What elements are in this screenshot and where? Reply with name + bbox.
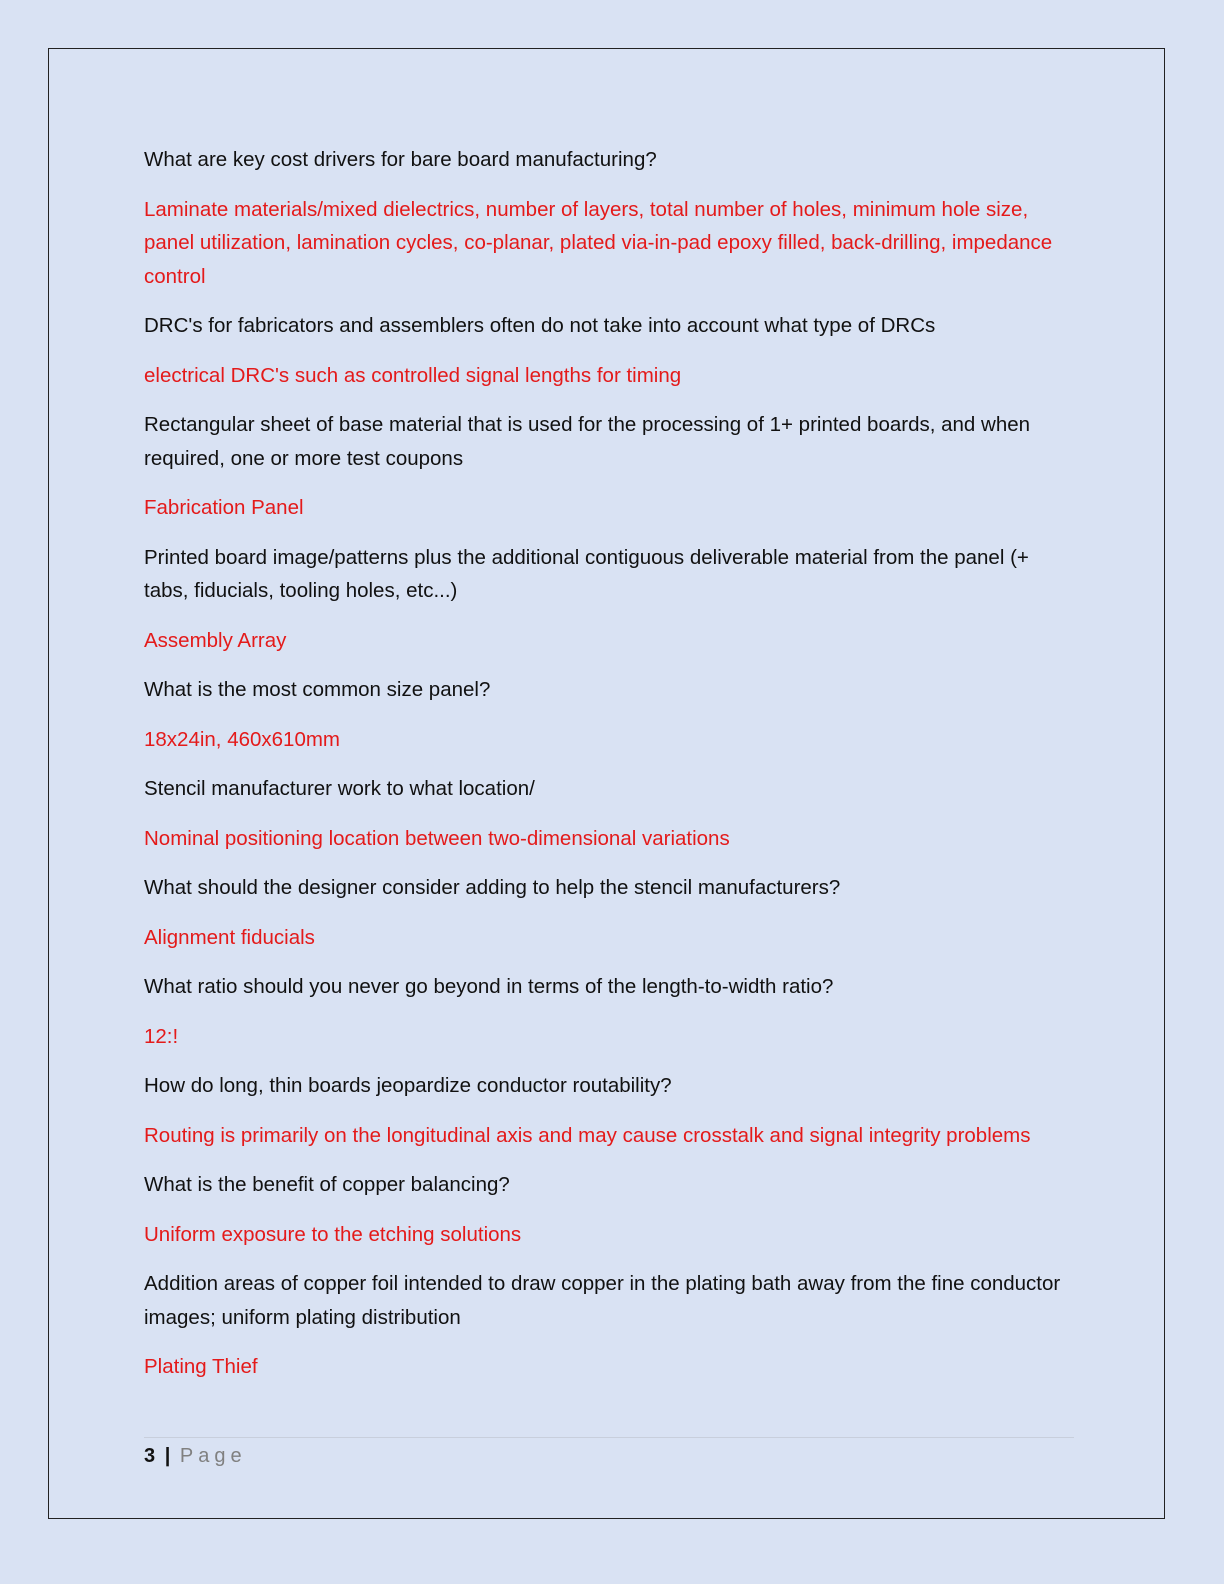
paragraph-question: What ratio should you never go beyond in terms of the length-to-width ratio? [144,975,834,998]
paragraph-question: Printed board image/patterns plus the additional contiguous deliverable material from the panel (+ tabs, fiducials, tooling holes, etc...) [144,545,1029,602]
paragraph-question: DRC's for fabricators and assemblers often do not take into account what type of DRCs [144,314,936,337]
page-label: Page [179,1445,247,1467]
paragraph-answer: Fabrication Panel [144,496,304,519]
paragraph-answer: Plating Thief [144,1355,258,1378]
paragraph-question: How do long, thin boards jeopardize conductor routability? [144,1074,672,1097]
paragraph-answer: Uniform exposure to the etching solutions [144,1222,522,1246]
paragraph-question: What is the most common size panel? [144,678,491,701]
paragraph-answer: 18x24in, 460x610mm [144,727,341,751]
page-number: 3 [144,1445,156,1467]
paragraph-answer: Nominal positioning location between two-dimensional variations [144,826,730,850]
paragraph-question: Stencil manufacturer work to what location/ [144,777,535,800]
footer-separator: | [164,1445,171,1467]
paragraph-question: What is the benefit of copper balancing? [144,1173,510,1196]
paragraph-answer: Alignment fiducials [144,925,315,949]
paragraph-answer: electrical DRC's such as controlled signal lengths for timing [144,363,682,387]
document-body [144,143,1064,1400]
paragraph-question: What should the designer consider adding to help the stencil manufacturers? [144,876,841,899]
paragraph-answer: Laminate materials/mixed dielectrics, number of layers, total number of holes, minimum hole size, panel utilization, lamination cycles, co-planar, plated via-in-pad epoxy filled, back-drilling, impedance control [144,197,1053,288]
paragraph-answer: Assembly Array [144,628,287,652]
paragraph-question: Rectangular sheet of base material that is used for the processing of 1+ printed boards, and when required, one or more test coupons [144,413,1031,470]
paragraph-question: What are key cost drivers for bare board manufacturing? [144,148,657,171]
paragraph-question: Addition areas of copper foil intended to draw copper in the plating bath away from the fine conductor images; uniform plating distribution [144,1272,1061,1329]
page-footer [144,1437,1074,1470]
paragraph-answer: Routing is primarily on the longitudinal axis and may cause crosstalk and signal integrity problems [144,1123,1031,1147]
paragraph-answer: 12:! [144,1024,179,1048]
